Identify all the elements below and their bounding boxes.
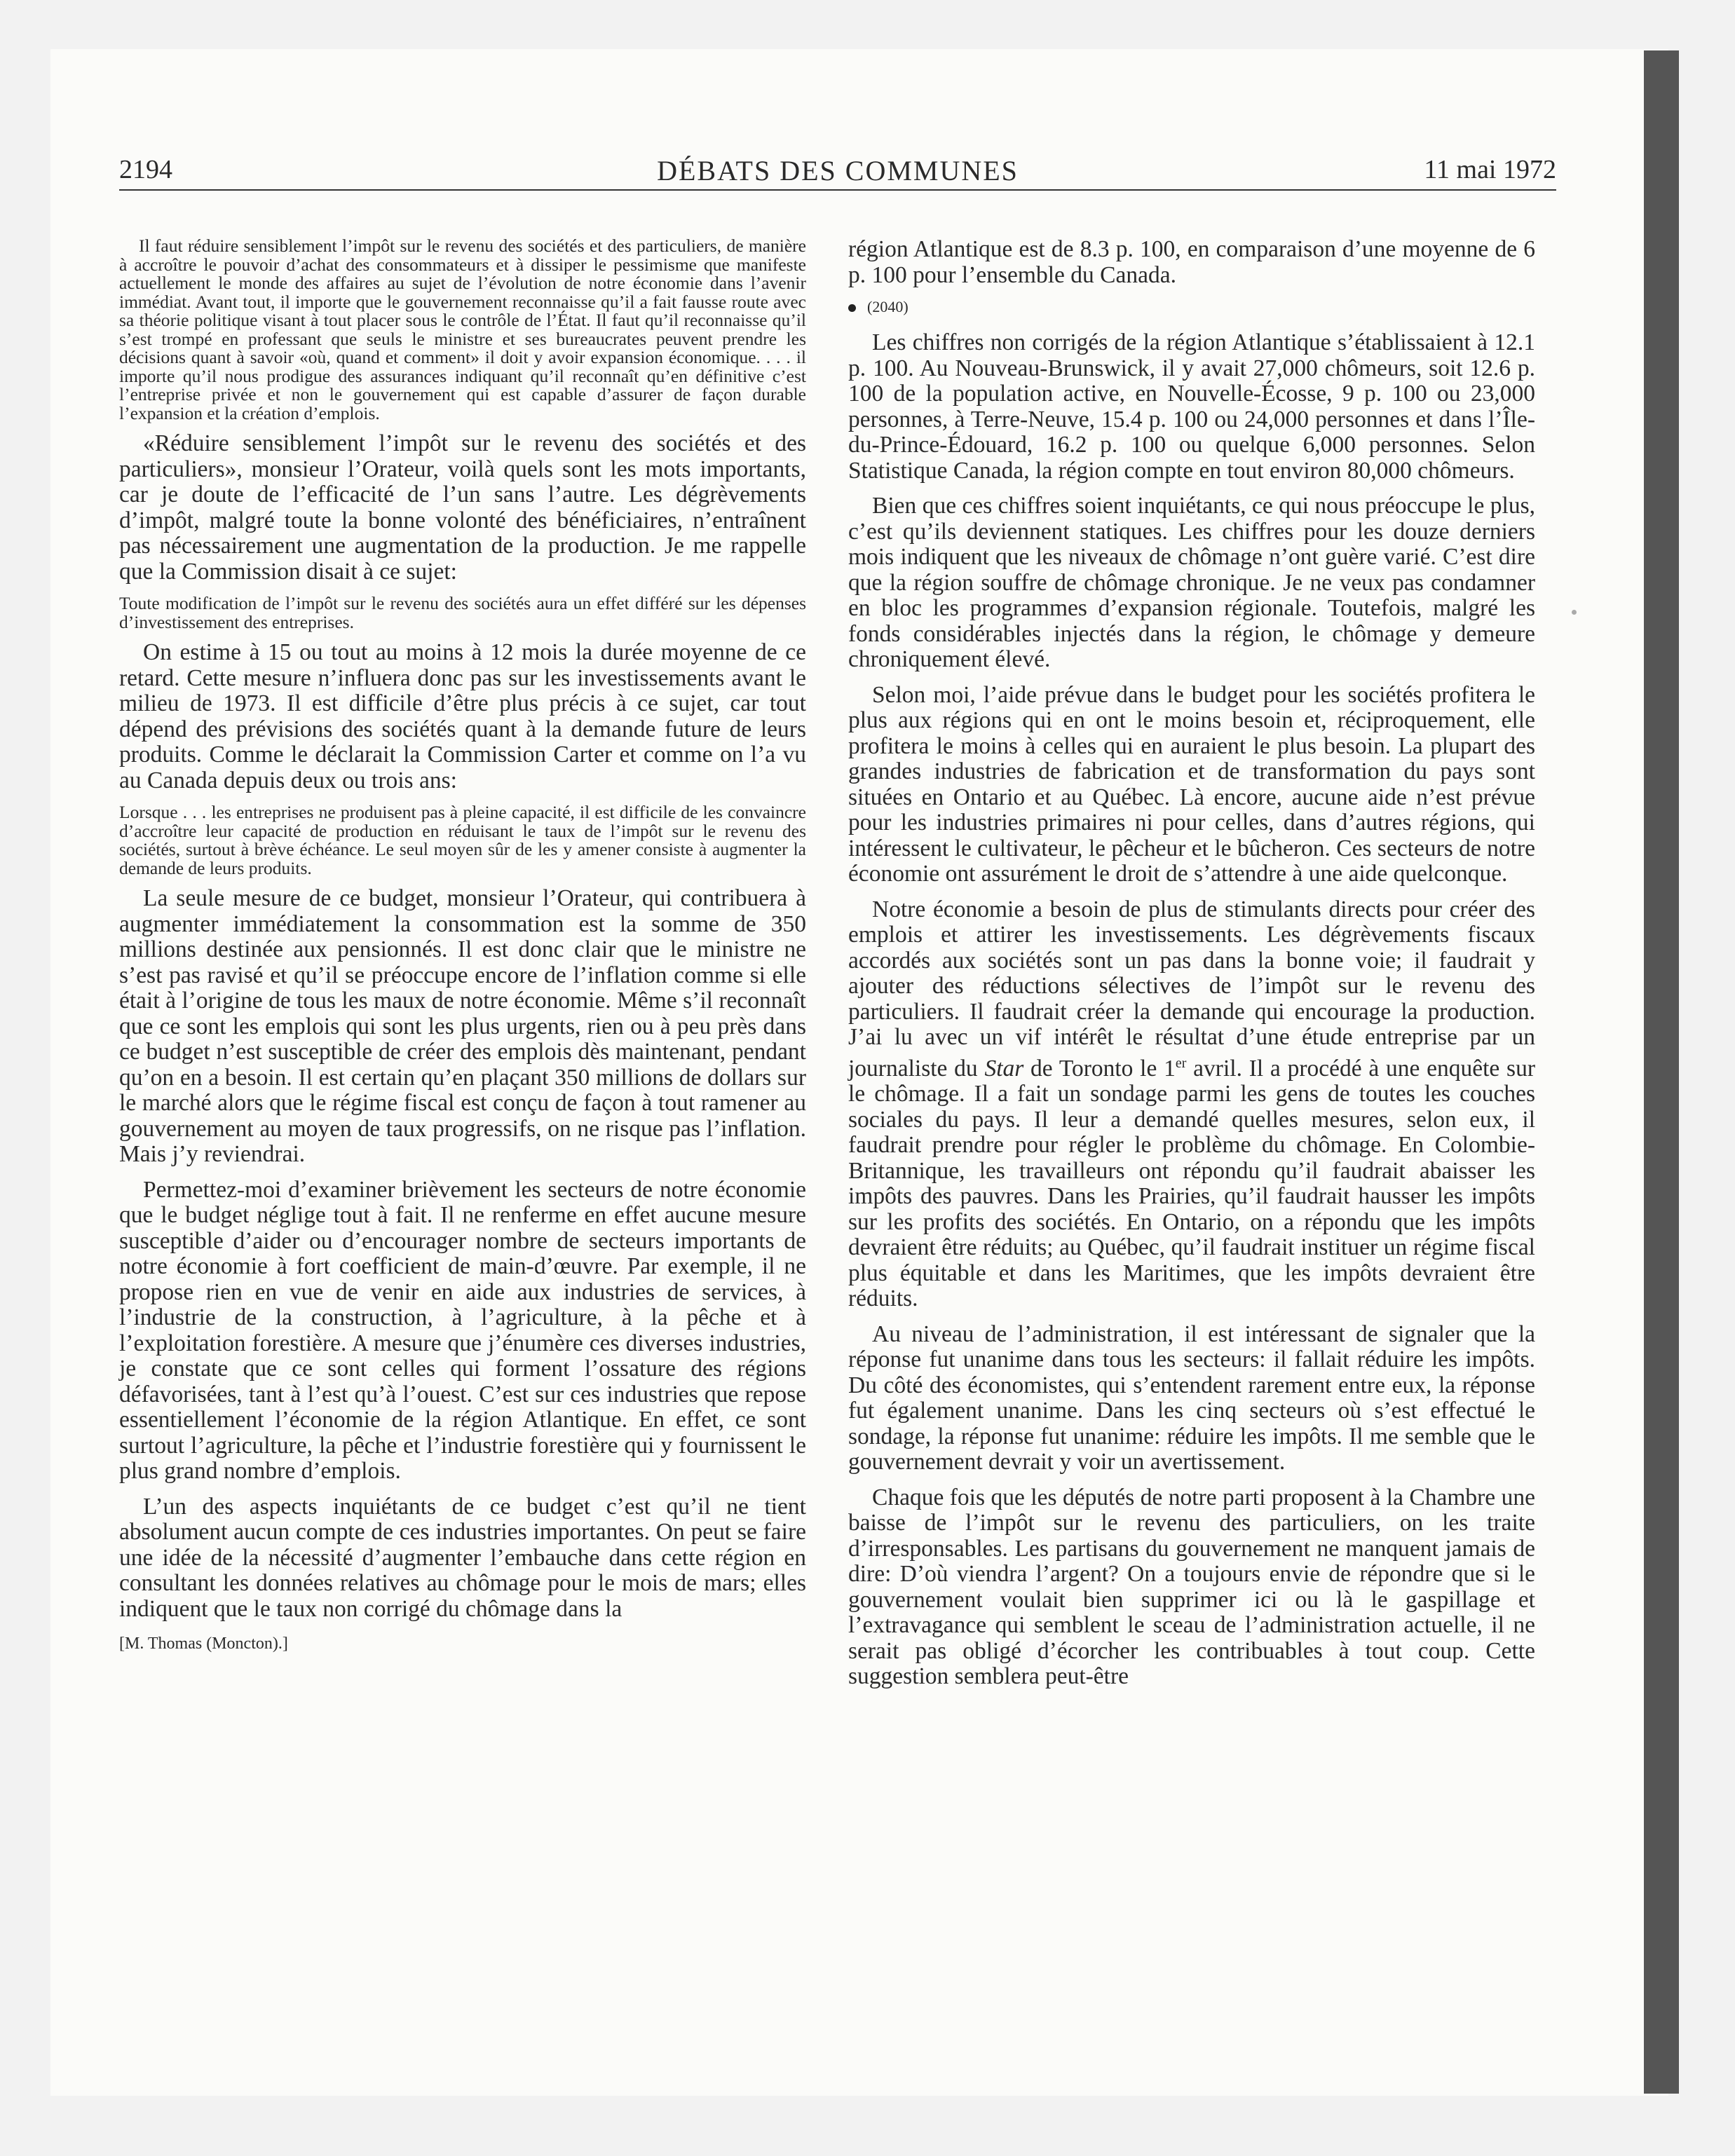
- paragraph: Permettez-moi d’examiner brièvement les secteurs de notre économie que le budget néglige tout à fait. Il ne renferme en effet aucune mesure susceptible d’aider ou d’encourager nombre de secteurs importants de notre économie à fort coefficient de main-d’œuvre. Par exemple, il ne propose rien en vue de venir en aide aux industries de services, à l’industrie de la construction, à l’agriculture, à la pêche et à l’exploitation forestière. A mesure que j’énumère ces diverses industries, je constate que ce sont celles qui forment l’ossature des régions défavorisées, tant à l’est qu’à l’ouest. C’est sur ces industries que repose essentiellement l’économie de la région Atlantique. En effet, ce sont surtout l’agriculture, la pêche et l’industrie forestière qui y fournissent le plus grand nombre d’emplois.: [119, 1176, 806, 1484]
- paragraph: Selon moi, l’aide prévue dans le budget pour les sociétés profitera le plus aux régions qui en ont le moins besoin et, réciproquement, elle profitera le moins à celles qui en auraient le plus besoin. La plupart des grandes industries de fabrication et de transformation du pays sont situées en Ontario et au Québec. Là encore, aucune aide n’est prévue pour les industries primaires ni pour celles, dans d’autres régions, qui intéressent le cultivateur, le pêcheur et le bûcheron. Ces secteurs de notre économie ont assurément le droit de s’attendre à une aide quelconque.: [848, 681, 1535, 887]
- ordinal-superscript: er: [1175, 1055, 1187, 1071]
- book-spine-shadow: [1644, 50, 1679, 2094]
- paragraph: On estime à 15 ou tout au moins à 12 mois la durée moyenne de ce retard. Cette mesure n’influera donc pas sur les investissements avant le milieu de 1973. Il est difficile d’être plus précis à ce sujet, car tout dépend des prévisions des sociétés quant à la demande future de leurs produits. Comme le déclarait la Commission Carter et comme on l’a vu au Canada depuis deux ou trois ans:: [119, 639, 806, 793]
- newspaper-title: Star: [984, 1055, 1024, 1082]
- paragraph: Chaque fois que les députés de notre parti proposent à la Chambre une baisse de l’impôt sur le revenu des particuliers, on les traite d’irresponsables. Les partisans du gouvernement ne manquent jamais de dire: D’où viendra l’argent? On a toujours envie de répondre que si le gouvernement voulait bien supprimer ici ou là le gaspillage et l’extravagance qui semblent le sceau de l’administration actuelle, il ne serait pas obligé d’écorcher les contribuables à tout coup. Cette suggestion semblera peut-être: [848, 1484, 1535, 1690]
- time-marker-text: (2040): [867, 298, 909, 315]
- paragraph: «Réduire sensiblement l’impôt sur le revenu des sociétés et des particuliers», monsieur l’Orateur, voilà quels sont les mots importants, car je doute de l’efficacité de l’un sans l’autre. Les dégrèvements d’impôt, malgré toute la bonne volonté des bénéficiaires, n’entraînent pas nécessairement une augmentation de la production. Je me rappelle que la Commission disait à ce sujet:: [119, 430, 806, 585]
- page-date: 11 mai 1972: [1424, 155, 1556, 184]
- paragraph-text: Notre économie a besoin de plus de stimulants directs pour créer des emplois et attirer les investissements. Les dégrèvements fiscaux accordés aux sociétés sont un pas dans la bonne voie; il faudrait y ajouter des réductions sélectives de l’impôt sur le revenu des particuliers. Il faudrait créer la demande qui encourage la production. J’ai lu avec un vif intérêt le résultat d’une étude entreprise par un journaliste du: [848, 896, 1535, 1082]
- publication-title: DÉBATS DES COMMUNES: [657, 155, 1019, 186]
- margin-mark: [1572, 610, 1577, 615]
- block-quote: Il faut réduire sensiblement l’impôt sur le revenu des sociétés et des particuliers, de manière à accroître le pouvoir d’achat des consommateurs et à dissiper le pessimisme que manifeste actuellement le monde des affaires au sujet de l’évolution de notre économie dans l’avenir immédiat. Avant tout, il importe que le gouvernement reconnaisse qu’il a fait fausse route avec sa théorie politique visant à tout placer sous le contrôle de l’État. Il faut qu’il reconnaisse qu’il s’est trompé en professant que seuls le ministre et ses bureaucrates peuvent prendre les décisions quant à savoir «où, quand et comment» il doit y avoir expansion économique. . . . il importe qu’il nous prodigue des assurances indiquant qu’il reconnaît qu’en définitive c’est l’entreprise privée et non le gouvernement qui est capable d’assurer de façon durable l’expansion et la création d’emplois.: [119, 236, 806, 423]
- right-column: [848, 237, 1535, 1700]
- paragraph: Bien que ces chiffres soient inquiétants, ce qui nous préoccupe le plus, c’est qu’ils deviennent statiques. Les chiffres pour les douze derniers mois indiquent que les niveaux de chômage n’ont guère varié. C’est dire que la région souffre de chômage chronique. Je ne veux pas condamner en bloc les programmes d’expansion régionale. Toutefois, malgré les fonds considérables injectés dans la région, le chômage y demeure chroniquement élevé.: [848, 493, 1535, 672]
- page-number: 2194: [119, 155, 172, 184]
- left-column: [119, 237, 806, 1653]
- paragraph: [848, 897, 1535, 1312]
- paragraph-text: avril. Il a procédé à une enquête sur le chômage. Il a fait un sondage parmi les gens de toutes les couches sociales du pays. Il leur a demandé quelles mesures, selon eux, il faudrait prendre pour régler le problème du chômage. En Colombie-Britannique, les travailleurs ont répondu qu’il faudrait abaisser les impôts des pauvres. Dans les Prairies, qu’il faudrait hausser les impôts sur les profits des sociétés. En Ontario, on a répondu que les impôts devraient être réduits; au Québec, qu’il faudrait instituer un régime fiscal plus équitable et dans les Maritimes, que les impôts devraient être réduits.: [848, 1055, 1535, 1312]
- time-marker: [848, 298, 1535, 316]
- paragraph: région Atlantique est de 8.3 p. 100, en comparaison d’une moyenne de 6 p. 100 pour l’ensemble du Canada.: [848, 236, 1535, 288]
- paragraph: L’un des aspects inquiétants de ce budget c’est qu’il ne tient absolument aucun compte de ces industries importantes. On peut se faire une idée de la nécessité d’augmenter l’embauche dans cette région en consultant les données relatives au chômage pour le mois de mars; elles indiquent que le taux non corrigé du chômage dans la: [119, 1493, 806, 1622]
- paragraph: Au niveau de l’administration, il est intéressant de signaler que la réponse fut unanime dans tous les secteurs: il fallait réduire les impôts. Du côté des économistes, qui s’entendent rarement entre eux, la réponse fut également unanime. Dans les cinq secteurs où s’est effectué le sondage, la réponse fut unanime: réduire les impôts. Il me semble que le gouvernement devrait y voir un avertissement.: [848, 1321, 1535, 1475]
- block-quote: Toute modification de l’impôt sur le revenu des sociétés aura un effet différé sur les dépenses d’investissement des entreprises.: [119, 593, 806, 632]
- paragraph: Les chiffres non corrigés de la région Atlantique s’établissaient à 12.1 p. 100. Au Nouveau-Brunswick, il y avait 27,000 chômeurs, soit 12.6 p. 100 de la population active, en Nouvelle-Écosse, 9 p. 100 ou 23,000 personnes, à Terre-Neuve, 15.4 p. 100 ou 24,000 personnes et dans l’Île-du-Prince-Édouard, 16.2 p. 100 ou quelque 6,000 personnes. Selon Statistique Canada, la région compte en tout environ 80,000 chômeurs.: [848, 329, 1535, 484]
- block-quote: Lorsque . . . les entreprises ne produisent pas à pleine capacité, il est difficile de les convaincre d’accroître leur capacité de production en réduisant le taux de l’impôt sur le revenu des sociétés, surtout à brève échéance. Le seul moyen sûr de les y amener consiste à augmenter la demande de leurs produits.: [119, 802, 806, 878]
- page-header: [119, 147, 1556, 191]
- paragraph-text: de Toronto le 1: [1023, 1055, 1176, 1082]
- bullet-icon: [848, 304, 856, 312]
- paragraph: La seule mesure de ce budget, monsieur l’Orateur, qui contribuera à augmenter immédiatement la consommation est la somme de 350 millions destinée aux pensionnés. Il est donc clair que le ministre ne s’est pas ravisé et qu’il se préoccupe encore de l’inflation comme si elle était à l’origine de tous les maux de notre économie. Même s’il reconnaît que ce sont les emplois qui sont les plus urgents, rien ou à peu près dans ce budget n’est susceptible de créer des emplois dès maintenant, pendant qu’on en a besoin. Il est certain qu’en plaçant 350 millions de dollars sur le marché alors que le régime fiscal est conçu de façon à tout ramener au gouvernement au moyen de taux progressifs, on ne risque pas l’inflation. Mais j’y reviendrai.: [119, 885, 806, 1167]
- speaker-attribution: [M. Thomas (Moncton).]: [119, 1635, 288, 1653]
